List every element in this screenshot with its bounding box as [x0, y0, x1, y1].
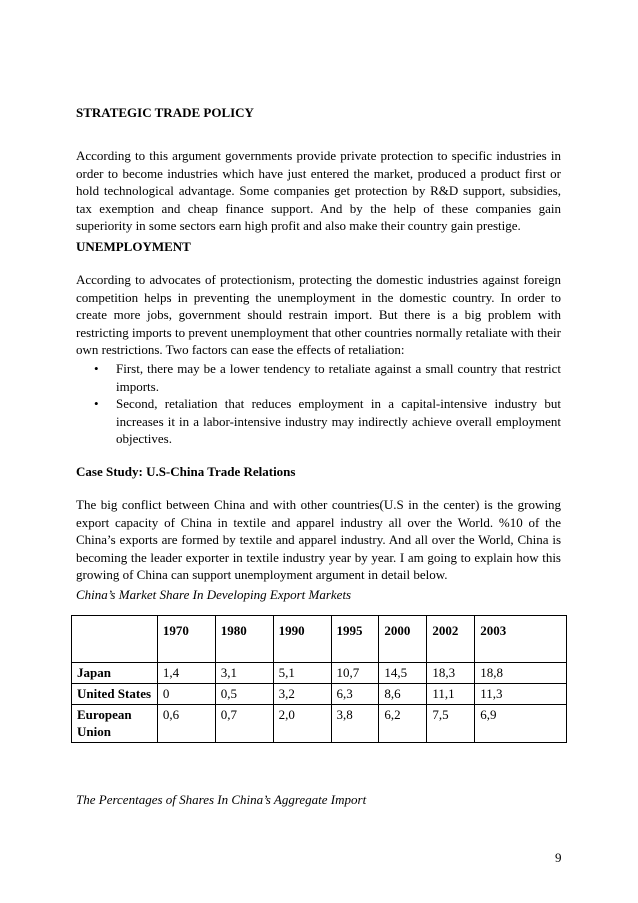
table-header-row	[72, 616, 567, 663]
table-row-label: European Union	[72, 705, 158, 743]
list-item-text: Second, retaliation that reduces employment in a capital-intensive industry but increases it in a labor-intensive industry may indirectly achieve overall employment objectives.	[116, 396, 561, 447]
bullet-icon: •	[94, 396, 99, 412]
table-row-label: United States	[72, 684, 158, 705]
market-share-table	[71, 615, 567, 743]
table-cell: 6,3	[331, 684, 379, 705]
table-cell: 18,3	[427, 663, 475, 684]
paragraph-strategic-trade-policy: According to this argument governments provide private protection to specific industries in order to become industries which have just entered the market, produced a product first or hold technological advantage. Some companies get protection by R&D support, subsidies, tax exemption and cheap finance support. And by the help of these companies gain superiority in some sectors earn high profit and also make their country gain prestige.	[76, 148, 561, 234]
table-cell: 8,6	[379, 684, 427, 705]
table-cell: 11,3	[475, 684, 567, 705]
table-cell: 7,5	[427, 705, 475, 743]
heading-strategic-trade-policy: STRATEGIC TRADE POLICY	[76, 105, 254, 120]
paragraph-case-study: The big conflict between China and with other countries(U.S in the center) is the growing export capacity of China in textile and apparel industry all over the World. %10 of the China’s exports are formed by textile and apparel industry. And all over the World, China is becoming the leader exporter in textile industry year by year. I am going to explain how this growing of China can support unemployment argument in detail below.	[76, 497, 561, 583]
list-item	[76, 395, 561, 448]
table-row	[72, 684, 567, 705]
table-header-cell: 2000	[379, 616, 427, 663]
table-cell: 10,7	[331, 663, 379, 684]
table-cell: 0,6	[157, 705, 215, 743]
table-cell: 5,1	[273, 663, 331, 684]
table-cell: 0,5	[215, 684, 273, 705]
table-header-cell: 1995	[331, 616, 379, 663]
table-header-cell: 1980	[215, 616, 273, 663]
list-item	[76, 360, 561, 395]
list-item-text: First, there may be a lower tendency to retaliate against a small country that restrict imports.	[116, 361, 561, 394]
table-cell: 3,1	[215, 663, 273, 684]
table-header-cell	[72, 616, 158, 663]
table-cell: 11,1	[427, 684, 475, 705]
table-cell: 14,5	[379, 663, 427, 684]
table-cell: 1,4	[157, 663, 215, 684]
table-cell: 0	[157, 684, 215, 705]
bullet-icon: •	[94, 361, 99, 376]
table-cell: 0,7	[215, 705, 273, 743]
table-cell: 6,2	[379, 705, 427, 743]
table-header-cell: 1990	[273, 616, 331, 663]
retaliation-factors-list	[76, 360, 561, 448]
table-row	[72, 663, 567, 684]
table-cell: 3,8	[331, 705, 379, 743]
table-row	[72, 705, 567, 743]
table-header-cell: 2002	[427, 616, 475, 663]
heading-case-study: Case Study: U.S-China Trade Relations	[76, 464, 296, 479]
table-header-cell: 2003	[475, 616, 567, 663]
table-caption: China’s Market Share In Developing Export Markets	[76, 587, 352, 602]
table-cell: 3,2	[273, 684, 331, 705]
table-cell: 18,8	[475, 663, 567, 684]
page-number: 9	[555, 850, 562, 865]
second-caption: The Percentages of Shares In China’s Aggregate Import	[76, 792, 367, 807]
table-header-cell: 1970	[157, 616, 215, 663]
heading-unemployment: UNEMPLOYMENT	[76, 239, 191, 254]
paragraph-unemployment: According to advocates of protectionism, protecting the domestic industries against foreign competition helps in preventing the unemployment in the domestic country. In order to create more jobs, government should restrain import. But there is a big problem with restricting imports to prevent unemployment that other countries normally retaliate with their own restrictions. Two factors can ease the effects of retaliation:	[76, 272, 561, 358]
table-row-label: Japan	[72, 663, 158, 684]
table-cell: 2,0	[273, 705, 331, 743]
table-cell: 6,9	[475, 705, 567, 743]
